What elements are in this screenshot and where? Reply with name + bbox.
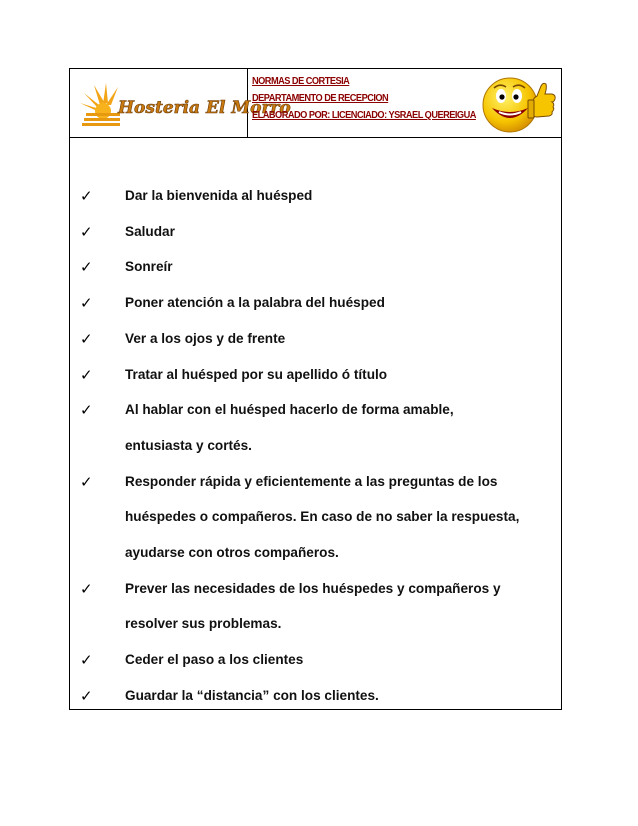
- checkmark-icon: ✓: [80, 365, 93, 384]
- checkmark-icon: ✓: [80, 187, 93, 205]
- checkmark-icon: ✓: [80, 222, 93, 241]
- list-item-text: Poner atención a la palabra del huésped: [125, 295, 385, 311]
- list-item-text: ayudarse con otros compañeros.: [125, 544, 339, 560]
- checkmark-icon: ✓: [80, 401, 93, 420]
- hosteria-logo: [70, 69, 291, 137]
- list-item-text: Tratar al huésped por su apellido ó título: [125, 366, 388, 382]
- checkmark-icon: ✓: [80, 329, 93, 348]
- list-item-text: Ver a los ojos y de frente: [125, 330, 286, 346]
- header-table: [69, 68, 562, 138]
- list-item-text: Responder rápida y eficientemente a las preguntas de los: [125, 473, 498, 489]
- list-item-text: huéspedes o compañeros. En caso de no saber la respuesta,: [125, 509, 520, 525]
- checkmark-icon: ✓: [80, 258, 93, 277]
- list-item-text: Al hablar con el huésped hacerlo de forma amable,: [125, 402, 454, 418]
- header-text: [252, 73, 476, 124]
- list-item-text: entusiasta y cortés.: [125, 437, 252, 453]
- checkmark-icon: ✓: [80, 472, 93, 491]
- smiley-thumbs-up-icon: [479, 72, 557, 136]
- checkmark-icon: ✓: [80, 294, 93, 313]
- norms-list-box: [69, 137, 562, 710]
- title-cell: [248, 69, 561, 137]
- svg-text:Hosteria El Morro: Hosteria El Morro: [118, 98, 291, 118]
- logo-cell: [70, 69, 291, 137]
- list-item-text: Dar la bienvenida al huésped: [125, 188, 313, 203]
- checkmark-icon: ✓: [80, 579, 93, 598]
- list-item-text: Prever las necesidades de los huéspedes y compañeros y: [125, 580, 501, 596]
- checkmark-icon: ✓: [80, 686, 93, 705]
- list-item-text: Guardar la “distancia” con los clientes.: [125, 687, 379, 703]
- header-line-1: NORMAS DE CORTESIA: [252, 75, 350, 87]
- list-item-text: Ceder el paso a los clientes: [125, 652, 304, 668]
- list-item-text: resolver sus problemas.: [125, 616, 282, 632]
- checkmark-icon: ✓: [80, 651, 93, 670]
- list-item-text: Saludar: [125, 223, 175, 239]
- header-line-3: ELABORADO POR: LICENCIADO: YSRAEL QUEREIGUA: [252, 109, 476, 121]
- list-item-text: Sonreír: [125, 259, 173, 275]
- header-line-2: DEPARTAMENTO DE RECEPCION: [252, 92, 389, 104]
